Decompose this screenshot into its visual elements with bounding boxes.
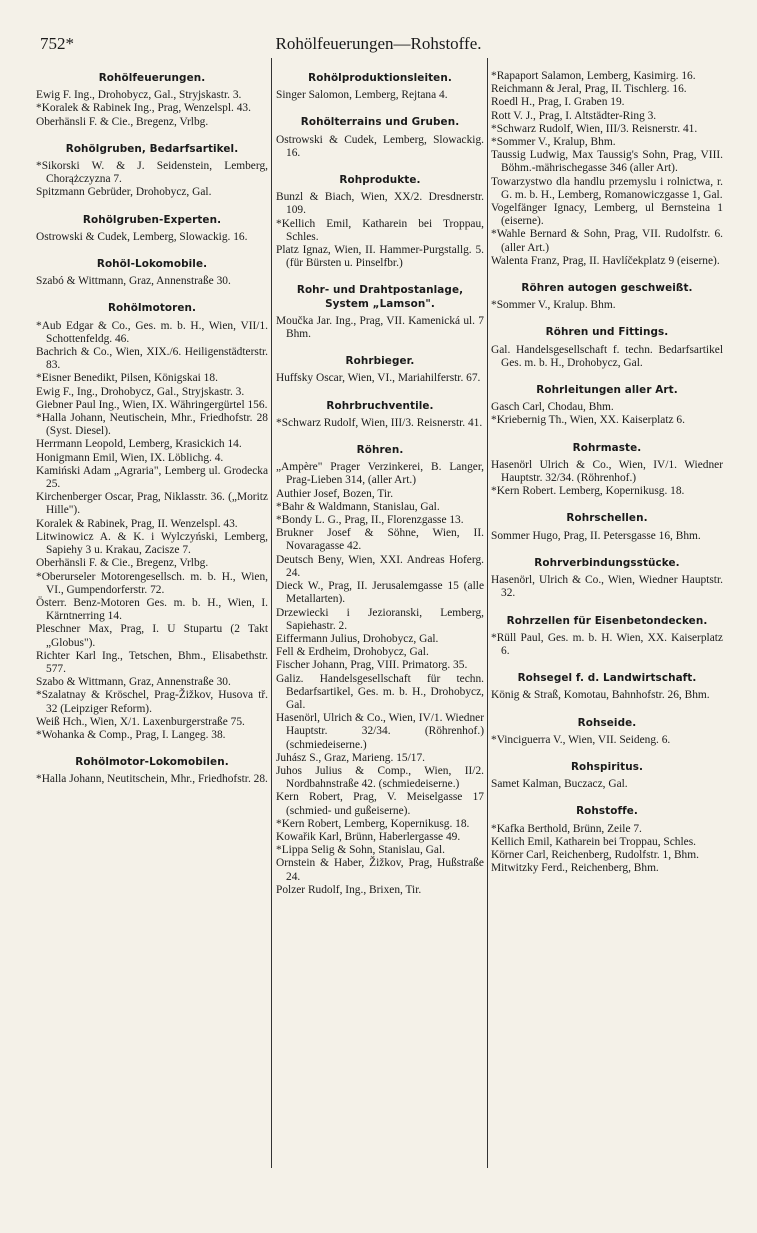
section xyxy=(36,143,268,200)
directory-entry: Towarzystwo dla handlu przemyslu i rolnictwa, r. G. m. b. H., Lemberg, Romanowiczgasse 1, Gal. xyxy=(491,175,723,201)
directory-entry: Ewig F. Ing., Drohobycz, Gal., Stryjskastr. 3. xyxy=(36,89,242,102)
directory-entry: Szabó & Wittmann, Graz, Annenstraße 30. xyxy=(36,275,231,288)
directory-entry: Moučka Jar. Ing., Prag, VII. Kamenická ul. 7 Bhm. xyxy=(276,314,484,341)
section xyxy=(491,442,723,499)
section-heading: Röhren autogen geschweißt. xyxy=(521,282,693,295)
section xyxy=(491,805,723,875)
section xyxy=(491,557,723,601)
section xyxy=(276,284,484,341)
section xyxy=(491,615,723,659)
directory-entry: *Kern Robert. Lemberg, Kopernikusg. 18. xyxy=(491,485,685,498)
directory-entry: *Wahle Bernard & Sohn, Prag, VII. Rudolfstr. 6. (aller Art.) xyxy=(491,228,723,254)
section-heading: Rohrzellen für Eisenbetondecken. xyxy=(506,614,708,627)
directory-entry: Singer Salomon, Lemberg, Rejtana 4. xyxy=(276,89,448,102)
section xyxy=(36,756,268,786)
directory-entry: Brukner Josef & Söhne, Wien, II. Novaragasse 42. xyxy=(276,527,484,553)
section-heading: Rohrmaste. xyxy=(572,441,642,454)
directory-entry: *Sommer V., Kralup, Bhm. xyxy=(491,136,616,149)
directory-entry: Bachrich & Co., Wien, XIX./6. Heiligenstädterstr. 83. xyxy=(36,346,268,372)
directory-entry: Ornstein & Haber, Žižkov, Prag, Hußstraße 24. xyxy=(276,857,484,883)
directory-entry: *Lippa Selig & Sohn, Stanislau, Gal. xyxy=(276,844,445,857)
directory-entry: Kern Robert, Prag, V. Meiselgasse 17 (schmied- und gußeiserne). xyxy=(276,791,484,817)
section xyxy=(36,302,268,742)
section-heading: Rohölfeuerungen. xyxy=(98,72,206,84)
section-heading: Rohöl-Lokomobile. xyxy=(96,258,208,271)
page-header xyxy=(0,0,757,64)
directory-entry: Oberhänsli F. & Cie., Bregenz, Vrlbg. xyxy=(36,115,209,128)
directory-entry: Bunzl & Biach, Wien, XX/2. Dresdnerstr. 109. xyxy=(276,191,484,217)
directory-entry: Juhász S., Graz, Marieng. 15/17. xyxy=(276,751,425,764)
section-heading: Röhren und Fittings. xyxy=(545,326,669,339)
directory-entry: Weiß Hch., Wien, X/1. Laxenburgerstraße 75. xyxy=(36,715,245,728)
directory-entry: Rott V. J., Prag, I. Altstädter-Ring 3. xyxy=(491,109,657,122)
section-heading: Rohsegel f. d. Landwirtschaft. xyxy=(517,672,697,685)
directory-entry: Hasenörl Ulrich & Co., Wien, IV/1. Wiedner Hauptstr. 32/34. (Röhrenhof.) xyxy=(491,458,723,485)
directory-entry: Juhos Julius & Comp., Wien, II/2. Nordbahnstraße 42. (schmiedeiserne.) xyxy=(276,764,484,791)
directory-entry: *Aub Edgar & Co., Ges. m. b. H., Wien, VII/1. Schottenfeldg. 46. xyxy=(36,319,268,345)
directory-entry: *Oberurseler Motorengesellsch. m. b. H., Wien, VI., Gumpendorferstr. 72. xyxy=(36,570,268,596)
section xyxy=(36,72,268,129)
section-heading: Rohölmotor-Lokomobilen. xyxy=(75,756,229,769)
directory-entry: Drzewiecki i Jezioranski, Lemberg, Sapiehastr. 2. xyxy=(276,606,484,632)
directory-entry: Vogelfänger Ignacy, Lemberg, ul Bernsteina 1 (eiserne). xyxy=(491,202,723,228)
directory-entry: Reichmann & Jeral, Prag, II. Tischlerg. 16. xyxy=(491,83,687,96)
column-1 xyxy=(36,70,268,787)
directory-entry: *Kellich Emil, Katharein bei Troppau, Schles. xyxy=(276,217,484,243)
section-heading: Rohspiritus. xyxy=(570,760,644,773)
directory-entry: *Kern Robert, Lemberg, Kopernikusg. 18. xyxy=(276,817,470,830)
directory-entry: Mitwitzky Ferd., Reichenberg, Bhm. xyxy=(491,862,659,875)
directory-entry: Galiz. Handelsgesellschaft für techn. Bedarfsartikel, Ges. m. b. H., Drohobycz, Gal. xyxy=(276,672,484,711)
directory-entry: Hasenörl, Ulrich & Co., Wien, Wiedner Hauptstr. 32. xyxy=(491,574,723,600)
directory-entry: Fischer Johann, Prag, VIII. Primatorg. 35. xyxy=(276,659,468,672)
section xyxy=(36,258,268,288)
directory-entry: *Rüll Paul, Ges. m. b. H. Wien, XX. Kaiserplatz 6. xyxy=(491,631,723,657)
directory-entry: Litwinowicz A. & K. i Wylczyński, Lemberg, Sapiehy 3 u. Krakau, Zacisze 7. xyxy=(36,530,268,557)
page-title: Rohölfeuerungen—Rohstoffe. xyxy=(275,34,482,53)
directory-entry: Herrmann Leopold, Lemberg, Krasickich 14. xyxy=(36,438,242,451)
section-heading: Rohrbruchventile. xyxy=(326,399,434,412)
directory-entry: *Wohanka & Comp., Prag, I. Langeg. 38. xyxy=(36,728,226,741)
directory-entry: Kellich Emil, Katharein bei Troppau, Schles. xyxy=(491,835,696,848)
directory-entry: Ewig F., Ing., Drohobycz, Gal., Stryjskastr. 3. xyxy=(36,385,245,398)
directory-entry: Taussig Ludwig, Max Taussig's Sohn, Prag, VIII. Böhm.-mährischegasse 346 (aller Art). xyxy=(491,149,723,175)
directory-entry: *Szalatnay & Kröschel, Prag-Žižkov, Husova tř. 32 (Leipziger Reform). xyxy=(36,689,268,715)
directory-entry: *Kriebernig Th., Wien, XX. Kaiserplatz 6. xyxy=(491,414,685,427)
column-2 xyxy=(276,70,484,897)
section xyxy=(276,355,484,385)
directory-entry: Richter Karl Ing., Tetschen, Bhm., Elisabethstr. 577. xyxy=(36,649,268,675)
directory-entry: Sommer Hugo, Prag, II. Petersgasse 16, Bhm. xyxy=(491,529,701,542)
directory-entry: Eiffermann Julius, Drohobycz, Gal. xyxy=(276,632,439,645)
section xyxy=(276,444,484,897)
directory-entry: Giebner Paul Ing., Wien, IX. Währingergürtel 156. xyxy=(36,398,268,411)
section xyxy=(491,672,723,702)
column-rule-right xyxy=(487,58,488,1168)
section xyxy=(276,116,484,160)
directory-entry: Ostrowski & Cudek, Lemberg, Slowackig. 16. xyxy=(276,133,484,159)
directory-entry: Walenta Franz, Prag, II. Havlíčekplatz 9 (eiserne). xyxy=(491,254,720,267)
directory-entry: Kamiński Adam „Agraria", Lemberg ul. Grodecka 25. xyxy=(36,464,268,491)
directory-entry: Österr. Benz-Motoren Ges. m. b. H., Wien, I. Kärntnerring 14. xyxy=(36,596,268,623)
directory-entry: Deutsch Beny, Wien, XXI. Andreas Hoferg. 24. xyxy=(276,553,484,579)
directory-entry: Dieck W., Prag, II. Jerusalemgasse 15 (alle Metallarten). xyxy=(276,580,484,606)
section-heading: Rohseide. xyxy=(577,716,637,729)
directory-entry: Fell & Erdheim, Drohobycz, Gal. xyxy=(276,646,429,659)
section-heading: Rohrschellen. xyxy=(566,512,648,525)
section xyxy=(36,214,268,244)
section xyxy=(276,72,484,102)
section xyxy=(491,282,723,312)
section xyxy=(491,761,723,791)
directory-entry: Szabo & Wittmann, Graz, Annenstraße 30. xyxy=(36,676,231,689)
section-heading: Rohprodukte. xyxy=(339,174,421,187)
directory-entry: Authier Josef, Bozen, Tir. xyxy=(276,487,394,500)
section xyxy=(491,326,723,370)
directory-entry: *Schwarz Rudolf, Wien, III/3. Reisnerstr. 41. xyxy=(491,122,698,135)
directory-entry: *Eisner Benedikt, Pilsen, Königskai 18. xyxy=(36,372,218,385)
directory-entry: Pleschner Max, Prag, I. U Stupartu (2 Takt „Globus"). xyxy=(36,623,268,649)
section-heading: Rohölproduktionsleiten. xyxy=(308,72,452,84)
directory-entry: Platz Ignaz, Wien, II. Hammer-Purgstallg. 5. (für Bürsten u. Pinselfbr.) xyxy=(276,244,484,270)
directory-entry: Polzer Rudolf, Ing., Brixen, Tir. xyxy=(276,883,422,896)
directory-entry: Honigmann Emil, Wien, IX. Löblichg. 4. xyxy=(36,451,224,464)
directory-entry: *Bondy L. G., Prag, II., Florenzgasse 13. xyxy=(276,514,464,527)
directory-entry: *Bahr & Waldmann, Stanislau, Gal. xyxy=(276,500,440,513)
directory-entry: *Koralek & Rabinek Ing., Prag, Wenzelspl. 43. xyxy=(36,102,251,115)
directory-entry: „Ampère" Prager Verzinkerei, B. Langer, Prag-Lieben 314, (aller Art.) xyxy=(276,461,484,487)
directory-entry: *Schwarz Rudolf, Wien, III/3. Reisnerstr. 41. xyxy=(276,416,483,429)
directory-entry: *Vinciguerra V., Wien, VII. Seideng. 6. xyxy=(491,733,671,746)
directory-entry: Gal. Handelsgesellschaft f. techn. Bedarfsartikel Ges. m. b. H., Drohobycz, Gal. xyxy=(491,343,723,369)
directory-entry: Huffsky Oscar, Wien, VI., Mariahilferstr. 67. xyxy=(276,372,481,385)
directory-entry: Roedl H., Prag, I. Graben 19. xyxy=(491,96,625,109)
directory-entry: Koralek & Rabinek, Prag, II. Wenzelspl. 43. xyxy=(36,517,238,530)
section-heading: Röhren. xyxy=(356,444,404,457)
section xyxy=(491,70,723,268)
section xyxy=(491,512,723,542)
directory-entry: Kowařik Karl, Brünn, Haberlergasse 49. xyxy=(276,830,461,843)
column-3 xyxy=(491,70,723,875)
directory-entry: Körner Carl, Reichenberg, Rudolfstr. 1, Bhm. xyxy=(491,848,699,861)
section-heading: Rohrverbindungsstücke. xyxy=(534,556,680,569)
directory-entry: Spitzmann Gebrüder, Drohobycz, Gal. xyxy=(36,186,212,199)
directory-entry: Samet Kalman, Buczacz, Gal. xyxy=(491,778,628,791)
directory-entry: Ostrowski & Cudek, Lemberg, Slowackig. 16. xyxy=(36,230,248,243)
section-heading: Rohölterrains und Gruben. xyxy=(300,116,460,129)
section xyxy=(491,717,723,747)
directory-entry: König & Straß, Komotau, Bahnhofstr. 26, Bhm. xyxy=(491,689,710,702)
section-heading: Rohstoffe. xyxy=(576,805,638,818)
directory-entry: Gasch Carl, Chodau, Bhm. xyxy=(491,401,614,414)
section-heading: Rohölgruben, Bedarfsartikel. xyxy=(65,142,239,155)
section xyxy=(491,384,723,428)
directory-entry: *Sikorski W. & J. Seidenstein, Lemberg, Chorążczyzna 7. xyxy=(36,160,268,186)
directory-entry: *Halla Johann, Neutitschein, Mhr., Friedhofstr. 28. xyxy=(36,773,268,786)
section-heading: Rohrbieger. xyxy=(345,355,415,368)
section-heading: Rohr- und Drahtpostanlage, System „Lamson". xyxy=(296,284,464,310)
directory-entry: Hasenörl, Ulrich & Co., Wien, IV/1. Wiedner Hauptstr. 32/34. (Röhrenhof.) (schmiedeiserne.) xyxy=(276,712,484,751)
section xyxy=(276,400,484,430)
section xyxy=(276,174,484,270)
column-rule-left xyxy=(271,58,272,1168)
section-heading: Rohölmotoren. xyxy=(107,302,197,315)
directory-entry: *Halla Johann, Neutischein, Mhr., Friedhofstr. 28 (Syst. Diesel). xyxy=(36,412,268,438)
directory-entry: *Kafka Berthold, Brünn, Zeile 7. xyxy=(491,822,642,835)
directory-entry: Kirchenberger Oscar, Prag, Niklasstr. 36. („Moritz Hille"). xyxy=(36,491,268,517)
section-heading: Rohölgruben-Experten. xyxy=(82,213,222,226)
page-number: 752* xyxy=(40,34,74,53)
directory-entry: *Rapaport Salamon, Lemberg, Kasimirg. 16. xyxy=(491,70,696,82)
directory-entry: Oberhänsli F. & Cie., Bregenz, Vrlbg. xyxy=(36,557,209,570)
section-heading: Rohrleitungen aller Art. xyxy=(536,384,678,397)
directory-entry: *Sommer V., Kralup. Bhm. xyxy=(491,299,616,312)
